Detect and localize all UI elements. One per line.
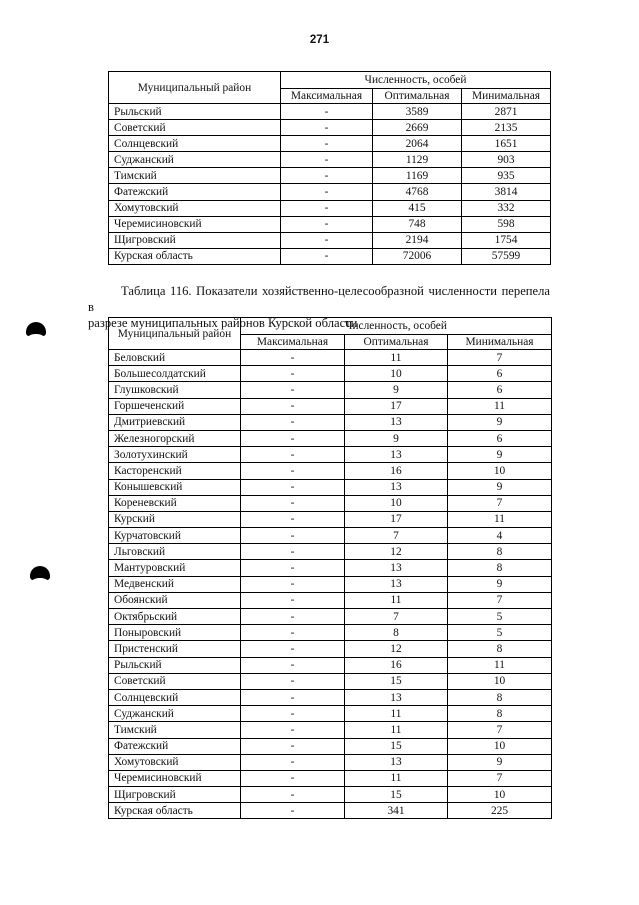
caption-line-2: разрезе муниципальных районов Курской области	[88, 316, 358, 330]
min-cell: 598	[462, 216, 551, 232]
opt-cell: 12	[345, 544, 448, 560]
max-cell: -	[281, 184, 373, 200]
table-row	[109, 560, 552, 576]
district-cell: Касторенский	[109, 463, 241, 479]
district-cell: Глушковский	[109, 382, 241, 398]
table-row	[109, 787, 552, 803]
max-cell: -	[281, 120, 373, 136]
opt-cell: 16	[345, 463, 448, 479]
min-cell: 7	[448, 770, 552, 786]
district-cell: Льговский	[109, 544, 241, 560]
district-cell: Советский	[109, 120, 281, 136]
table-row	[109, 511, 552, 527]
district-cell: Щигровский	[109, 232, 281, 248]
table-row	[109, 248, 551, 264]
opt-cell: 1129	[373, 152, 462, 168]
max-cell: -	[241, 560, 345, 576]
district-cell: Курская область	[109, 248, 281, 264]
opt-cell: 748	[373, 216, 462, 232]
district-cell: Солнцевский	[109, 689, 241, 705]
max-cell: -	[241, 495, 345, 511]
max-cell: -	[241, 592, 345, 608]
max-cell: -	[241, 382, 345, 398]
opt-cell: 15	[345, 787, 448, 803]
district-cell: Кореневский	[109, 495, 241, 511]
district-cell: Конышевский	[109, 479, 241, 495]
min-cell: 7	[448, 722, 552, 738]
header-min: Минимальная	[462, 89, 551, 104]
header-opt: Оптимальная	[373, 89, 462, 104]
opt-cell: 13	[345, 414, 448, 430]
table-row	[109, 200, 551, 216]
table-row	[109, 495, 552, 511]
table-row	[109, 152, 551, 168]
min-cell: 11	[448, 511, 552, 527]
max-cell: -	[241, 673, 345, 689]
table-row	[109, 576, 552, 592]
max-cell: -	[241, 398, 345, 414]
district-cell: Горшеченский	[109, 398, 241, 414]
max-cell: -	[241, 787, 345, 803]
min-cell: 5	[448, 609, 552, 625]
header-population-group: Численность, особей	[241, 318, 552, 335]
page-number: 271	[309, 34, 330, 46]
min-cell: 1651	[462, 136, 551, 152]
min-cell: 57599	[462, 248, 551, 264]
opt-cell: 11	[345, 722, 448, 738]
district-cell: Октябрьский	[109, 609, 241, 625]
min-cell: 5	[448, 625, 552, 641]
opt-cell: 15	[345, 738, 448, 754]
max-cell: -	[281, 152, 373, 168]
opt-cell: 15	[345, 673, 448, 689]
table-row	[109, 625, 552, 641]
district-cell: Курская область	[109, 803, 241, 819]
opt-cell: 10	[345, 495, 448, 511]
min-cell: 8	[448, 689, 552, 705]
min-cell: 2871	[462, 104, 551, 120]
min-cell: 10	[448, 463, 552, 479]
max-cell: -	[241, 350, 345, 366]
min-cell: 9	[448, 447, 552, 463]
max-cell: -	[241, 511, 345, 527]
table-row	[109, 673, 552, 689]
table-row	[109, 216, 551, 232]
table-row	[109, 414, 552, 430]
max-cell: -	[281, 232, 373, 248]
opt-cell: 8	[345, 625, 448, 641]
opt-cell: 12	[345, 641, 448, 657]
max-cell: -	[241, 414, 345, 430]
opt-cell: 2064	[373, 136, 462, 152]
binder-hole-mark	[26, 322, 46, 336]
district-cell: Курчатовский	[109, 528, 241, 544]
max-cell: -	[241, 479, 345, 495]
min-cell: 8	[448, 706, 552, 722]
min-cell: 332	[462, 200, 551, 216]
min-cell: 11	[448, 657, 552, 673]
opt-cell: 9	[345, 430, 448, 446]
table-row	[109, 592, 552, 608]
table-row	[109, 136, 551, 152]
min-cell: 9	[448, 754, 552, 770]
district-cell: Поныровский	[109, 625, 241, 641]
district-cell: Мантуровский	[109, 560, 241, 576]
max-cell: -	[241, 689, 345, 705]
header-district: Муниципальный район	[109, 318, 241, 350]
table-row	[109, 168, 551, 184]
opt-cell: 13	[345, 447, 448, 463]
max-cell: -	[241, 576, 345, 592]
max-cell: -	[241, 657, 345, 673]
opt-cell: 17	[345, 398, 448, 414]
opt-cell: 10	[345, 366, 448, 382]
min-cell: 2135	[462, 120, 551, 136]
opt-cell: 13	[345, 754, 448, 770]
min-cell: 8	[448, 560, 552, 576]
district-cell: Обоянский	[109, 592, 241, 608]
table-row	[109, 232, 551, 248]
min-cell: 9	[448, 414, 552, 430]
min-cell: 6	[448, 366, 552, 382]
max-cell: -	[281, 168, 373, 184]
max-cell: -	[241, 641, 345, 657]
min-cell: 11	[448, 398, 552, 414]
header-opt: Оптимальная	[345, 335, 448, 350]
table-row	[109, 120, 551, 136]
header-population-group: Численность, особей	[281, 72, 551, 89]
table-row	[109, 722, 552, 738]
district-cell: Солнцевский	[109, 136, 281, 152]
opt-cell: 13	[345, 689, 448, 705]
opt-cell: 13	[345, 479, 448, 495]
opt-cell: 72006	[373, 248, 462, 264]
max-cell: -	[241, 706, 345, 722]
min-cell: 10	[448, 738, 552, 754]
table-row	[109, 430, 552, 446]
min-cell: 7	[448, 350, 552, 366]
table-row	[109, 463, 552, 479]
district-cell: Железногорский	[109, 430, 241, 446]
opt-cell: 2194	[373, 232, 462, 248]
min-cell: 9	[448, 576, 552, 592]
caption-line-1: Таблица 116. Показатели хозяйственно-целесообразной численности перепела в	[88, 284, 550, 314]
table-row	[109, 479, 552, 495]
opt-cell: 415	[373, 200, 462, 216]
opt-cell: 13	[345, 576, 448, 592]
max-cell: -	[241, 722, 345, 738]
max-cell: -	[281, 136, 373, 152]
population-table-continued	[108, 71, 551, 265]
table-row	[109, 544, 552, 560]
district-cell: Фатежский	[109, 184, 281, 200]
max-cell: -	[241, 463, 345, 479]
table-row	[109, 609, 552, 625]
table-row	[109, 528, 552, 544]
max-cell: -	[241, 447, 345, 463]
district-cell: Дмитриевский	[109, 414, 241, 430]
district-cell: Щигровский	[109, 787, 241, 803]
min-cell: 7	[448, 495, 552, 511]
min-cell: 6	[448, 382, 552, 398]
table-row	[109, 350, 552, 366]
max-cell: -	[281, 200, 373, 216]
max-cell: -	[241, 544, 345, 560]
max-cell: -	[241, 528, 345, 544]
opt-cell: 11	[345, 350, 448, 366]
opt-cell: 2669	[373, 120, 462, 136]
table-row	[109, 104, 551, 120]
table-row	[109, 754, 552, 770]
district-cell: Советский	[109, 673, 241, 689]
min-cell: 4	[448, 528, 552, 544]
max-cell: -	[241, 625, 345, 641]
table-row	[109, 184, 551, 200]
district-cell: Рыльский	[109, 104, 281, 120]
min-cell: 8	[448, 641, 552, 657]
table-row	[109, 657, 552, 673]
opt-cell: 16	[345, 657, 448, 673]
table-row	[109, 770, 552, 786]
header-min: Минимальная	[448, 335, 552, 350]
district-cell: Большесолдатский	[109, 366, 241, 382]
table-row	[109, 689, 552, 705]
min-cell: 1754	[462, 232, 551, 248]
opt-cell: 341	[345, 803, 448, 819]
opt-cell: 11	[345, 770, 448, 786]
table-row	[109, 706, 552, 722]
min-cell: 935	[462, 168, 551, 184]
district-cell: Рыльский	[109, 657, 241, 673]
quail-population-table	[108, 317, 552, 819]
max-cell: -	[241, 366, 345, 382]
min-cell: 10	[448, 673, 552, 689]
min-cell: 225	[448, 803, 552, 819]
header-max: Максимальная	[281, 89, 373, 104]
header-max: Максимальная	[241, 335, 345, 350]
header-district: Муниципальный район	[109, 72, 281, 104]
opt-cell: 17	[345, 511, 448, 527]
district-cell: Фатежский	[109, 738, 241, 754]
district-cell: Черемисиновский	[109, 216, 281, 232]
table-row	[109, 382, 552, 398]
district-cell: Черемисиновский	[109, 770, 241, 786]
min-cell: 10	[448, 787, 552, 803]
table-row	[109, 366, 552, 382]
max-cell: -	[241, 754, 345, 770]
opt-cell: 13	[345, 560, 448, 576]
district-cell: Хомутовский	[109, 200, 281, 216]
table-row	[109, 398, 552, 414]
min-cell: 903	[462, 152, 551, 168]
max-cell: -	[241, 803, 345, 819]
district-cell: Курский	[109, 511, 241, 527]
opt-cell: 7	[345, 528, 448, 544]
max-cell: -	[241, 770, 345, 786]
district-cell: Беловский	[109, 350, 241, 366]
max-cell: -	[281, 104, 373, 120]
max-cell: -	[281, 248, 373, 264]
district-cell: Пристенский	[109, 641, 241, 657]
max-cell: -	[241, 609, 345, 625]
opt-cell: 7	[345, 609, 448, 625]
table-row	[109, 641, 552, 657]
district-cell: Медвенский	[109, 576, 241, 592]
district-cell: Суджанский	[109, 152, 281, 168]
min-cell: 6	[448, 430, 552, 446]
table-row	[109, 447, 552, 463]
min-cell: 9	[448, 479, 552, 495]
opt-cell: 3589	[373, 104, 462, 120]
opt-cell: 11	[345, 592, 448, 608]
min-cell: 7	[448, 592, 552, 608]
district-cell: Тимский	[109, 168, 281, 184]
district-cell: Тимский	[109, 722, 241, 738]
opt-cell: 4768	[373, 184, 462, 200]
binder-hole-mark	[30, 566, 50, 580]
min-cell: 8	[448, 544, 552, 560]
district-cell: Хомутовский	[109, 754, 241, 770]
max-cell: -	[241, 430, 345, 446]
opt-cell: 9	[345, 382, 448, 398]
opt-cell: 1169	[373, 168, 462, 184]
min-cell: 3814	[462, 184, 551, 200]
table-row	[109, 803, 552, 819]
district-cell: Золотухинский	[109, 447, 241, 463]
district-cell: Суджанский	[109, 706, 241, 722]
max-cell: -	[241, 738, 345, 754]
max-cell: -	[281, 216, 373, 232]
opt-cell: 11	[345, 706, 448, 722]
table-row	[109, 738, 552, 754]
